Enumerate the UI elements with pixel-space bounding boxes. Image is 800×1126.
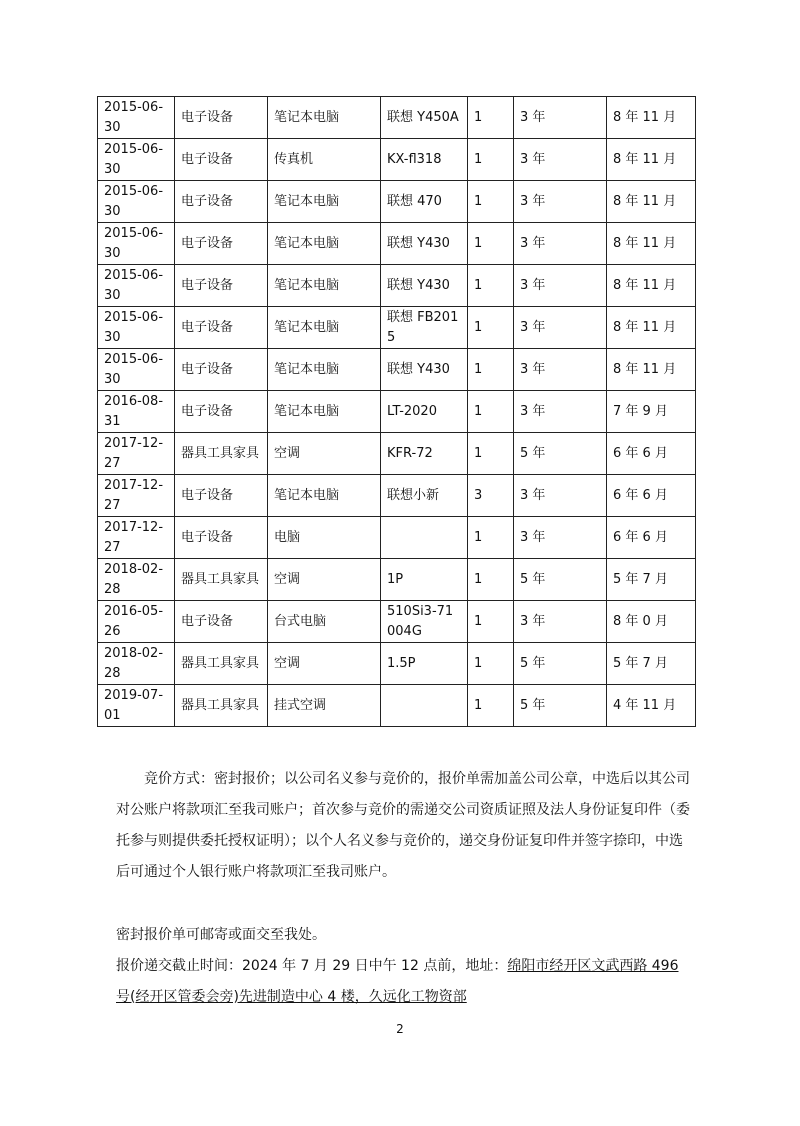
- table-row: [98, 433, 696, 475]
- table-cell: 笔记本电脑: [268, 181, 381, 223]
- table-cell: 5 年 7 月: [607, 559, 696, 601]
- table-cell: 2015-06-30: [98, 223, 175, 265]
- table-cell: 1: [468, 517, 514, 559]
- table-cell: [381, 517, 468, 559]
- table-cell: 2017-12-27: [98, 433, 175, 475]
- table-cell: KX-fl318: [381, 139, 468, 181]
- table-row: [98, 181, 696, 223]
- table-cell: 笔记本电脑: [268, 391, 381, 433]
- table-cell: 3 年: [514, 223, 607, 265]
- table-cell: 电子设备: [175, 181, 268, 223]
- table-cell: 6 年 6 月: [607, 517, 696, 559]
- table-cell: 电子设备: [175, 265, 268, 307]
- table-cell: 电子设备: [175, 97, 268, 139]
- bidding-method-paragraph: 竞价方式：密封报价；以公司名义参与竞价的，报价单需加盖公司公章，中选后以其公司对公账户将款项汇至我司账户；首次参与竞价的需递交公司资质证照及法人身份证复印件（委托参与则提供委托授权证明）；以个人名义参与竞价的，递交身份证复印件并签字捺印，中选后可通过个人银行账户将款项汇至我司账户。: [116, 771, 690, 880]
- table-cell: 1: [468, 559, 514, 601]
- table-cell: 1: [468, 433, 514, 475]
- table-cell: 空调: [268, 643, 381, 685]
- table-cell: 电子设备: [175, 517, 268, 559]
- table-cell: 1: [468, 601, 514, 643]
- table-row: [98, 559, 696, 601]
- address-text: 绵阳市经开区文武西路 496 号(经开区管委会旁)先进制造中心 4 楼，久远化工物资部: [116, 958, 679, 1005]
- table-cell: 2017-12-27: [98, 475, 175, 517]
- table-cell: 1P: [381, 559, 468, 601]
- table-cell: 2016-05-26: [98, 601, 175, 643]
- table-cell: 1: [468, 685, 514, 727]
- table-cell: 2018-02-28: [98, 559, 175, 601]
- table-cell: 6 年 6 月: [607, 433, 696, 475]
- table-cell: 3 年: [514, 349, 607, 391]
- table-cell: 3: [468, 475, 514, 517]
- table-cell: 器具工具家具: [175, 433, 268, 475]
- table-row: [98, 475, 696, 517]
- table-cell: 2015-06-30: [98, 97, 175, 139]
- table-cell: 笔记本电脑: [268, 223, 381, 265]
- table-cell: 1: [468, 643, 514, 685]
- table-cell: 笔记本电脑: [268, 307, 381, 349]
- table-cell: 3 年: [514, 307, 607, 349]
- table-cell: 电子设备: [175, 601, 268, 643]
- table-cell: 1.5P: [381, 643, 468, 685]
- table-cell: 3 年: [514, 97, 607, 139]
- table-cell: 1: [468, 349, 514, 391]
- table-cell: 510Si3-71004G: [381, 601, 468, 643]
- table-cell: 8 年 11 月: [607, 265, 696, 307]
- table-row: [98, 307, 696, 349]
- table-row: [98, 139, 696, 181]
- page-number: 2: [396, 1022, 404, 1036]
- table-cell: 2018-02-28: [98, 643, 175, 685]
- table-cell: 1: [468, 223, 514, 265]
- table-cell: 5 年: [514, 433, 607, 475]
- table-cell: 7 年 9 月: [607, 391, 696, 433]
- table-cell: 联想 FB2015: [381, 307, 468, 349]
- table-cell: 空调: [268, 559, 381, 601]
- table-cell: 8 年 11 月: [607, 349, 696, 391]
- table-cell: 电子设备: [175, 349, 268, 391]
- table-cell: 4 年 11 月: [607, 685, 696, 727]
- table-cell: 3 年: [514, 475, 607, 517]
- table-cell: 1: [468, 307, 514, 349]
- table-cell: 5 年 7 月: [607, 643, 696, 685]
- delivery-note: 密封报价单可邮寄或面交至我处。: [116, 927, 326, 943]
- table-cell: 电脑: [268, 517, 381, 559]
- table-cell: 3 年: [514, 391, 607, 433]
- table-cell: 联想 Y450A: [381, 97, 468, 139]
- table-row: [98, 223, 696, 265]
- table-cell: 笔记本电脑: [268, 475, 381, 517]
- table-cell: LT-2020: [381, 391, 468, 433]
- table-cell: 2015-06-30: [98, 139, 175, 181]
- table-row: [98, 643, 696, 685]
- table-cell: 联想 Y430: [381, 223, 468, 265]
- asset-table: [97, 96, 696, 727]
- deadline-text: 报价递交截止时间：2024 年 7 月 29 日中午 12 点前，地址：: [116, 958, 508, 974]
- table-cell: 3 年: [514, 265, 607, 307]
- table-cell: KFR-72: [381, 433, 468, 475]
- table-cell: 2015-06-30: [98, 181, 175, 223]
- table-cell: 笔记本电脑: [268, 265, 381, 307]
- table-cell: 笔记本电脑: [268, 349, 381, 391]
- table-cell: 5 年: [514, 643, 607, 685]
- table-cell: 1: [468, 391, 514, 433]
- table-cell: 1: [468, 97, 514, 139]
- table-cell: 电子设备: [175, 475, 268, 517]
- table-cell: 电子设备: [175, 307, 268, 349]
- table-cell: 3 年: [514, 517, 607, 559]
- table-cell: 联想小新: [381, 475, 468, 517]
- table-row: [98, 601, 696, 643]
- table-cell: 2015-06-30: [98, 349, 175, 391]
- table-cell: 台式电脑: [268, 601, 381, 643]
- table-row: [98, 349, 696, 391]
- table-cell: 电子设备: [175, 139, 268, 181]
- table-cell: 器具工具家具: [175, 643, 268, 685]
- table-cell: 笔记本电脑: [268, 97, 381, 139]
- table-cell: [381, 685, 468, 727]
- table-cell: 2015-06-30: [98, 265, 175, 307]
- table-cell: 联想 Y430: [381, 265, 468, 307]
- table-cell: 8 年 11 月: [607, 223, 696, 265]
- table-cell: 1: [468, 139, 514, 181]
- table-cell: 8 年 0 月: [607, 601, 696, 643]
- table-cell: 8 年 11 月: [607, 307, 696, 349]
- table-cell: 挂式空调: [268, 685, 381, 727]
- asset-table-body: [98, 97, 696, 727]
- table-cell: 6 年 6 月: [607, 475, 696, 517]
- table-row: [98, 97, 696, 139]
- table-cell: 器具工具家具: [175, 559, 268, 601]
- table-row: [98, 517, 696, 559]
- table-cell: 3 年: [514, 181, 607, 223]
- table-row: [98, 685, 696, 727]
- table-cell: 空调: [268, 433, 381, 475]
- table-cell: 8 年 11 月: [607, 97, 696, 139]
- table-cell: 电子设备: [175, 223, 268, 265]
- table-cell: 电子设备: [175, 391, 268, 433]
- table-cell: 8 年 11 月: [607, 139, 696, 181]
- table-row: [98, 391, 696, 433]
- table-cell: 器具工具家具: [175, 685, 268, 727]
- deadline-paragraph: [116, 951, 694, 1013]
- table-cell: 2015-06-30: [98, 307, 175, 349]
- table-cell: 3 年: [514, 601, 607, 643]
- table-row: [98, 265, 696, 307]
- table-cell: 2019-07-01: [98, 685, 175, 727]
- table-cell: 联想 Y430: [381, 349, 468, 391]
- table-cell: 3 年: [514, 139, 607, 181]
- table-cell: 2017-12-27: [98, 517, 175, 559]
- table-cell: 8 年 11 月: [607, 181, 696, 223]
- table-cell: 1: [468, 181, 514, 223]
- table-cell: 1: [468, 265, 514, 307]
- table-cell: 2016-08-31: [98, 391, 175, 433]
- table-cell: 传真机: [268, 139, 381, 181]
- table-cell: 5 年: [514, 685, 607, 727]
- table-cell: 联想 470: [381, 181, 468, 223]
- table-cell: 5 年: [514, 559, 607, 601]
